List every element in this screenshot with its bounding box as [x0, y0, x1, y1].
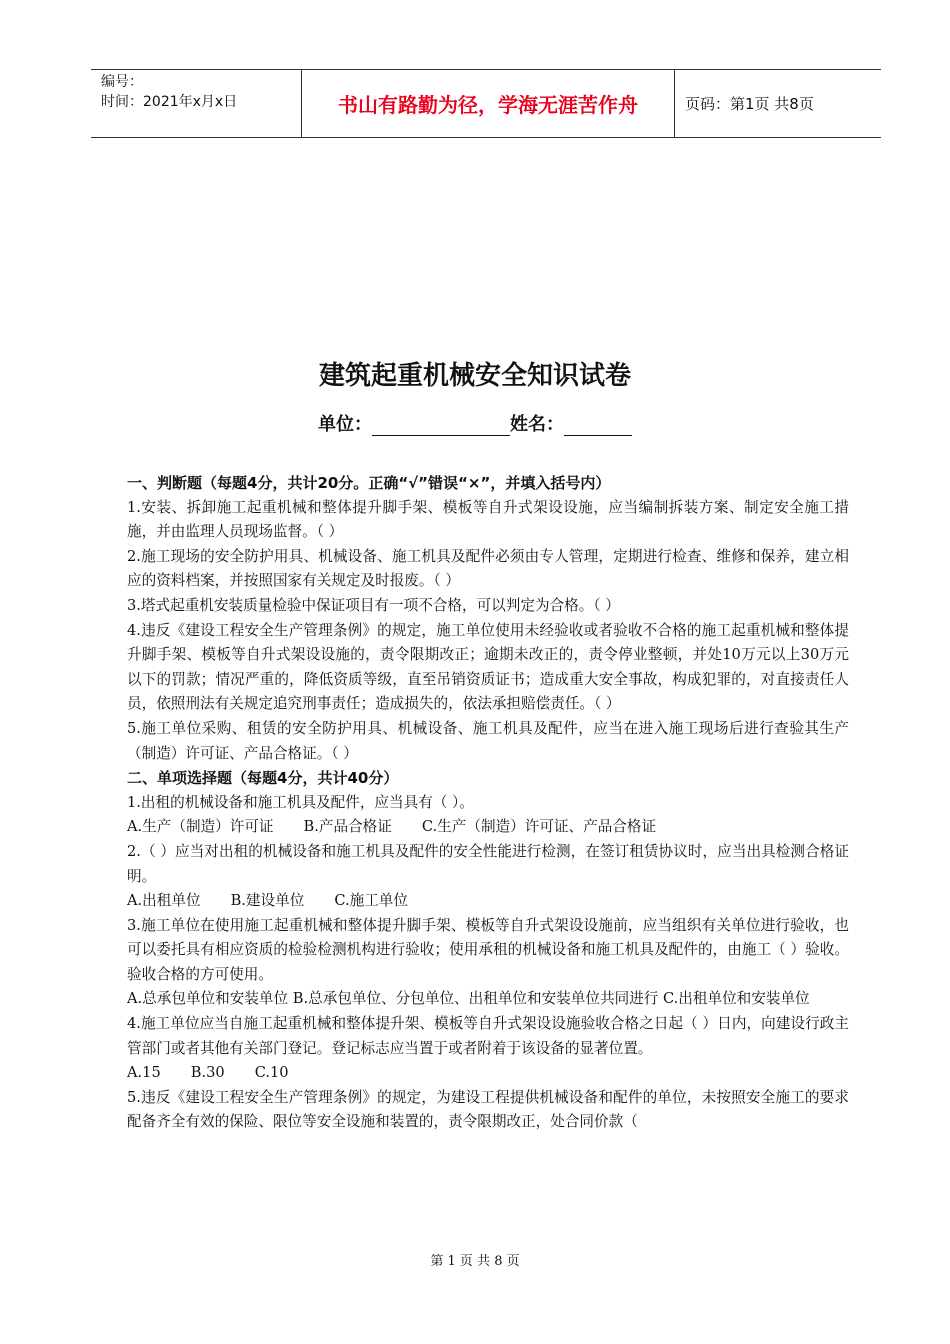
question: 3.塔式起重机安装质量检验中保证项目有一项不合格，可以判定为合格。（ ）	[127, 596, 620, 614]
question: 1.出租的机械设备和施工机具及配件，应当具有（ ）。	[127, 793, 474, 811]
option: B.产品合格证	[303, 818, 392, 836]
question: 1.安装、拆卸施工起重机械和整体提升脚手架、模板等自升式架设设施，应当编制拆装方案、制定安全施工措施，并由监理人员现场监督。（ ）	[127, 498, 849, 541]
unit-label: 单位：	[318, 414, 372, 435]
unit-name-line	[0, 410, 950, 436]
header-meta	[91, 70, 301, 137]
option: C.生产（制造）许可证、产品合格证	[421, 818, 657, 836]
option: C.施工单位	[334, 892, 408, 910]
options	[127, 889, 849, 914]
name-blank[interactable]	[564, 417, 632, 436]
page-footer: 第 1 页 共 8 页	[430, 1254, 520, 1269]
question: 4.施工单位应当自施工起重机械和整体提升架、模板等自升式架设设施验收合格之日起（ ）日内，向建设行政主管部门或者其他有关部门登记。登记标志应当置于或者附着于该设备的显著位置。	[127, 1015, 849, 1057]
options	[127, 1061, 849, 1086]
header-page-number: 页码：第1页 共8页	[685, 95, 814, 113]
option: B.建设单位	[230, 892, 305, 910]
section-title: 一、判断题（每题4分，共计20分。正确“√”错误“×”，并填入括号内）	[127, 474, 611, 492]
option: A.出租单位	[127, 892, 201, 910]
section-title: 二、单项选择题（每题4分，共计40分）	[127, 769, 399, 788]
question: 2.施工现场的安全防护用具、机械设备、施工机具及配件必须由专人管理，定期进行检查、维修和保养，建立相应的资料档案，并按照国家有关规定及时报废。（ ）	[127, 547, 849, 590]
header-motto: 书山有路勤为径，学海无涯苦作舟	[301, 70, 675, 137]
question: 3.施工单位在使用施工起重机械和整体提升脚手架、模板等自升式架设设施前，应当组织有关单位进行验收，也可以委托具有相应资质的检验检测机构进行验收；使用承租的机械设备和施工机具及配件的，由施工（ ）验收。验收合格的方可使用。	[127, 916, 849, 983]
page-header	[91, 69, 881, 138]
option: A.15	[127, 1064, 161, 1082]
question: 2.（ ）应当对出租的机械设备和施工机具及配件的安全性能进行检测，在签订租赁协议时，应当出具检测合格证明。	[127, 842, 849, 885]
exam-content	[127, 471, 849, 1135]
option: B.30	[190, 1064, 225, 1082]
name-label: 姓名：	[510, 414, 564, 435]
unit-blank[interactable]	[372, 417, 510, 436]
option: C.10	[254, 1064, 289, 1082]
option: A.生产（制造）许可证	[127, 818, 274, 836]
question: 4.违反《建设工程安全生产管理条例》的规定，施工单位使用未经验收或者验收不合格的施工起重机械和整体提升脚手架、模板等自升式架设设施的，责令限期改正；逾期未改正的，责令停业整顿，并处10万元以上30万元以下的罚款；情况严重的，降低资质等级，直至吊销资质证书；造成重大安全事故，构成犯罪的，对直接责任人员，依照刑法有关规定追究刑事责任；造成损失的，依法承担赔偿责任。（ ）	[127, 621, 849, 713]
time-label: 时间：2021年x月x日	[101, 94, 238, 110]
document-title: 建筑起重机械安全知识试卷	[318, 361, 631, 391]
question: 5.违反《建设工程安全生产管理条例》的规定，为建设工程提供机械设备和配件的单位，未按照安全施工的要求配备齐全有效的保险、限位等安全设施和装置的，责令限期改正，处合同价款（	[127, 1088, 849, 1131]
options: A.总承包单位和安装单位 B.总承包单位、分包单位、出租单位和安装单位共同进行 C.出租单位和安装单位	[127, 990, 810, 1008]
number-label: 编号：	[101, 74, 143, 90]
question: 5.施工单位采购、租赁的安全防护用具、机械设备、施工机具及配件，应当在进入施工现场后进行查验其生产（制造）许可证、产品合格证。（ ）	[127, 719, 849, 762]
options	[127, 815, 849, 840]
